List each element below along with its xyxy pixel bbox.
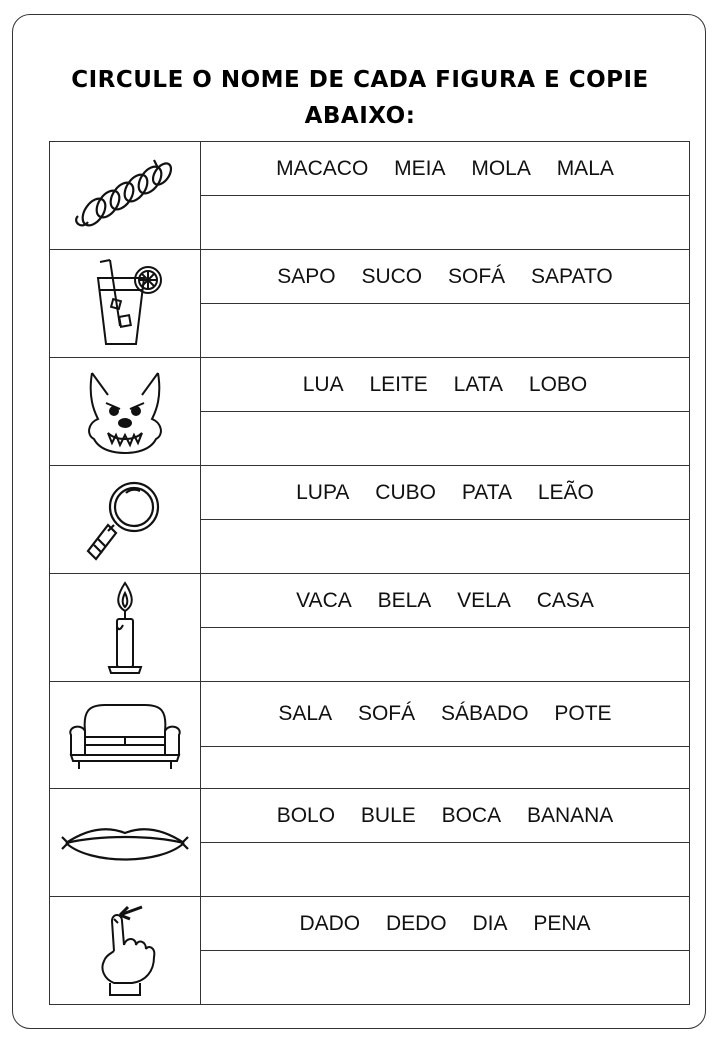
picture-cell	[50, 789, 201, 897]
word-option[interactable]: VELA	[457, 588, 511, 612]
exercise-row	[50, 789, 690, 843]
picture-cell	[50, 574, 201, 682]
word-option[interactable]: LUA	[302, 372, 344, 396]
word-option[interactable]: BELA	[377, 588, 432, 612]
word-options	[201, 358, 690, 412]
exercise-table	[49, 141, 690, 1005]
word-option[interactable]: SUCO	[361, 264, 423, 288]
word-option[interactable]: LEÃO	[537, 480, 594, 504]
answer-line[interactable]	[201, 843, 690, 897]
word-options	[201, 142, 690, 196]
word-option[interactable]: MALA	[556, 156, 614, 180]
juice-glass-icon	[80, 256, 170, 351]
answer-line[interactable]	[201, 747, 690, 789]
exercise-row	[50, 466, 690, 520]
answer-line[interactable]	[201, 412, 690, 466]
word-option[interactable]: BOLO	[276, 803, 336, 827]
word-options	[201, 466, 690, 520]
picture-cell	[50, 142, 201, 250]
word-options	[201, 682, 690, 747]
word-option[interactable]: DIA	[472, 911, 508, 935]
answer-line[interactable]	[201, 951, 690, 1005]
title-line-2: ABAIXO:	[304, 103, 416, 129]
exercise-row	[50, 574, 690, 628]
exercise-row	[50, 682, 690, 747]
word-option[interactable]: SOFÁ	[448, 264, 506, 288]
word-option[interactable]: BOCA	[441, 803, 502, 827]
word-options	[201, 574, 690, 628]
picture-cell	[50, 250, 201, 358]
word-options	[201, 250, 690, 304]
exercise-row	[50, 250, 690, 304]
spring-icon	[70, 156, 180, 236]
word-option[interactable]: DADO	[299, 911, 361, 935]
exercise-row	[50, 142, 690, 196]
exercise-row	[50, 358, 690, 412]
answer-line[interactable]	[201, 628, 690, 682]
answer-line[interactable]	[201, 520, 690, 574]
title-line-1: CIRCULE O NOME DE CADA FIGURA E COPIE	[71, 67, 649, 93]
sofa-icon	[65, 695, 185, 775]
word-option[interactable]: LOBO	[528, 372, 588, 396]
word-option[interactable]: SAPATO	[531, 264, 613, 288]
word-option[interactable]: SÁBADO	[441, 702, 529, 725]
word-option[interactable]: CUBO	[375, 480, 436, 504]
wolf-icon	[80, 367, 170, 457]
word-option[interactable]: SALA	[278, 702, 333, 725]
word-option[interactable]: PENA	[533, 911, 591, 935]
word-option[interactable]: MEIA	[394, 156, 446, 180]
word-option[interactable]: MOLA	[471, 156, 531, 180]
worksheet-title	[40, 62, 680, 134]
word-options	[201, 897, 690, 951]
mouth-icon	[60, 813, 190, 873]
word-option[interactable]: LUPA	[296, 480, 350, 504]
word-option[interactable]: POTE	[554, 702, 612, 725]
finger-icon	[80, 903, 170, 999]
picture-cell	[50, 682, 201, 789]
word-option[interactable]: LEITE	[369, 372, 428, 396]
word-option[interactable]: SOFÁ	[357, 702, 416, 725]
word-option[interactable]: BANANA	[526, 803, 614, 827]
word-options	[201, 789, 690, 843]
answer-line[interactable]	[201, 196, 690, 250]
answer-line[interactable]	[201, 304, 690, 358]
word-option[interactable]: LATA	[453, 372, 504, 396]
candle-icon	[95, 579, 155, 677]
word-option[interactable]: PATA	[461, 480, 512, 504]
word-option[interactable]: SAPO	[277, 264, 336, 288]
word-option[interactable]: CASA	[536, 588, 594, 612]
picture-cell	[50, 897, 201, 1005]
word-option[interactable]: MACACO	[276, 156, 369, 180]
picture-cell	[50, 358, 201, 466]
word-option[interactable]: VACA	[296, 588, 352, 612]
magnifier-icon	[80, 475, 170, 565]
word-option[interactable]: DEDO	[385, 911, 447, 935]
picture-cell	[50, 466, 201, 574]
word-option[interactable]: BULE	[360, 803, 416, 827]
exercise-row	[50, 897, 690, 951]
